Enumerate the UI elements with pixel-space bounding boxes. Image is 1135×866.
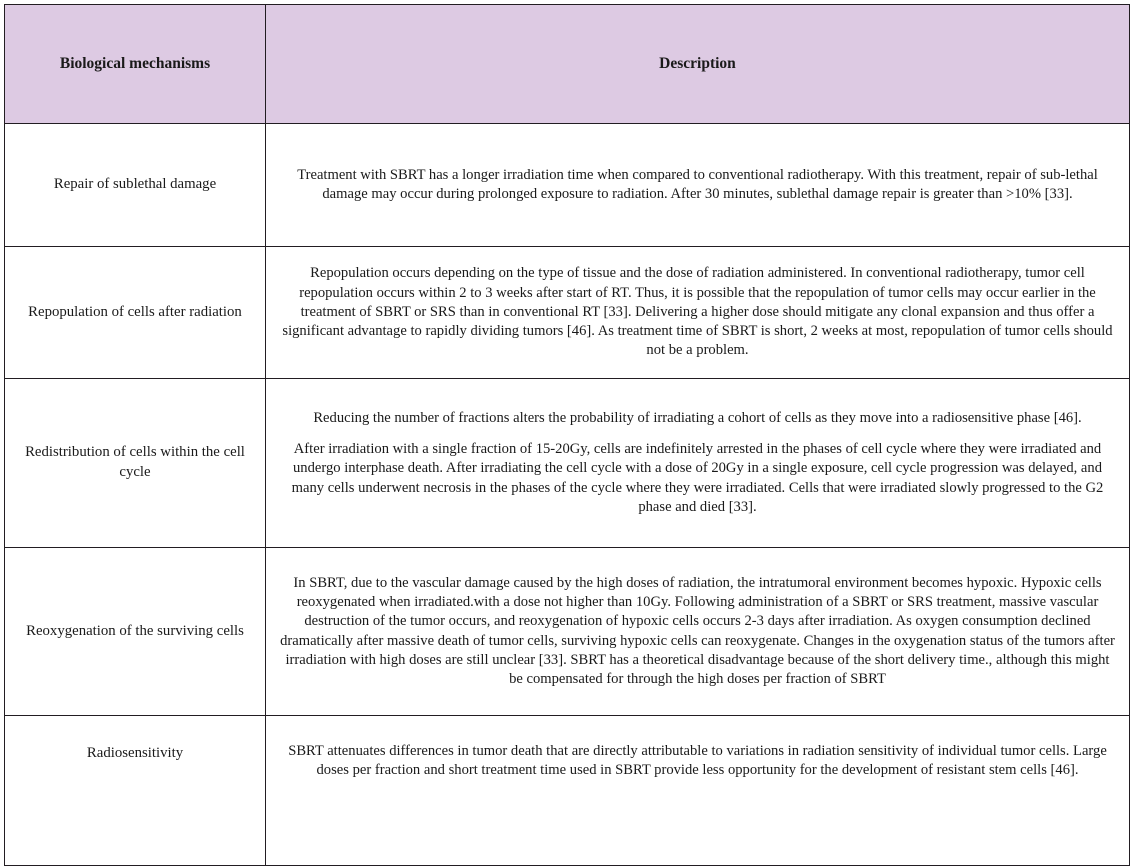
paragraph: After irradiation with a single fraction of 15-20Gy, cells are indefinitely arrested in the phases of cell cycle where they were irradiated and undergo interphase death. After irradiating the cell cycle with a dose of 20Gy in a single exposure, cell cycle progression was delayed, and many cells underwent necrosis in the phases of the cycle where they were irradiated. Cells that were irradiated slowly progressed to the G2 phase and died [33]. — [291, 441, 1104, 515]
paragraph: SBRT attenuates differences in tumor death that are directly attributable to variations in radiation sensitivity of individual tumor cells. Large doses per fraction and short treatment time used in SBRT provide less opportunity for the development of resistant stem cells [46]. — [288, 743, 1107, 779]
cell-description-reoxygenation — [266, 548, 1130, 716]
column-header-description: Description — [266, 5, 1130, 124]
column-header-mechanism: Biological mechanisms — [5, 5, 266, 124]
cell-mechanism-repopulation: Repopulation of cells after radiation — [5, 247, 266, 379]
cell-description-redistribution — [266, 379, 1130, 548]
paragraph: In SBRT, due to the vascular damage caused by the high doses of radiation, the intratumoral environment becomes hypoxic. Hypoxic cells reoxygenated when irradiated.with a dose not higher than 10Gy. Following administration of a SBRT or SRS treatment, massive vascular destruction of the tumor occurs, and reoxygenation of hypoxic cells occurs 2-3 days after irradiation. As oxygen consumption declined dramatically after massive death of tumor cells, surviving hypoxic cells can reoxygenate. Changes in the oxygenation status of the tumors after irradiation with high doses are still unclear [33]. SBRT has a theoretical disadvantage because of the short delivery time., although this might be compensated for through the high doses per fraction of SBRT — [280, 574, 1115, 687]
table-header — [5, 5, 1130, 124]
table-row — [5, 247, 1130, 379]
cell-description-radiosensitivity — [266, 716, 1130, 866]
table-header-row — [5, 5, 1130, 124]
table-row — [5, 716, 1130, 866]
cell-mechanism-radiosensitivity: Radiosensitivity — [5, 716, 266, 866]
biological-mechanisms-table — [4, 4, 1130, 866]
table-row — [5, 548, 1130, 716]
table-row — [5, 124, 1130, 247]
cell-mechanism-reoxygenation: Reoxygenation of the surviving cells — [5, 548, 266, 716]
cell-mechanism-repair: Repair of sublethal damage — [5, 124, 266, 247]
table-body — [5, 124, 1130, 866]
paragraph: Treatment with SBRT has a longer irradiation time when compared to conventional radiotherapy. With this treatment, repair of sub-lethal damage may occur during prolonged exposure to radiation. After 30 minutes, sublethal damage repair is greater than >10% [33]. — [297, 166, 1098, 202]
table-row — [5, 379, 1130, 548]
cell-description-repair — [266, 124, 1130, 247]
paragraph: Reducing the number of fractions alters the probability of irradiating a cohort of cells as they move into a radiosensitive phase [46]. — [313, 409, 1082, 426]
cell-mechanism-redistribution: Redistribution of cells within the cell cycle — [5, 379, 266, 548]
cell-description-repopulation — [266, 247, 1130, 379]
paragraph: Repopulation occurs depending on the type of tissue and the dose of radiation administered. In conventional radiotherapy, tumor cell repopulation occurs within 2 to 3 weeks after start of RT. Thus, it is possible that the repopulation of tumor cells may occur earlier in the treatment of SBRT or SRS than in conventional RT [33]. Delivering a higher dose should mitigate any clonal expansion and thus offer a significant advantage to rapidly dividing tumors [46]. As treatment time of SBRT is short, 2 weeks at most, repopulation of tumor cells should not be a problem. — [282, 265, 1113, 359]
